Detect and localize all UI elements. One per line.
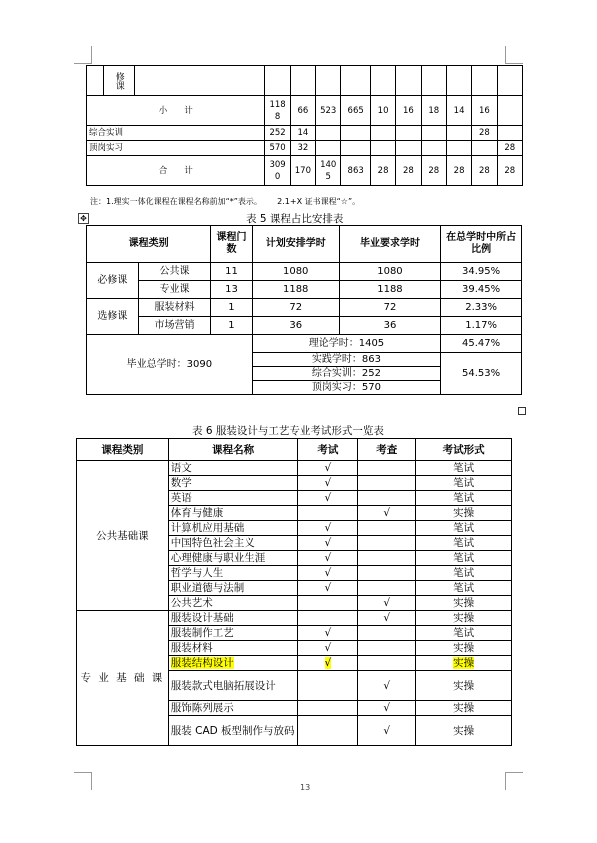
exam-mark-text: √ bbox=[324, 642, 332, 654]
course-name bbox=[168, 581, 298, 596]
exam-mark bbox=[298, 476, 358, 491]
check-mark-text: √ bbox=[383, 507, 391, 519]
table-cell: 理论学时：1405 bbox=[252, 335, 441, 353]
course-name bbox=[168, 611, 298, 626]
table-cell: 34.95% bbox=[441, 263, 522, 281]
course-name bbox=[168, 671, 298, 701]
exam-form bbox=[416, 641, 512, 656]
exam-form bbox=[416, 521, 512, 536]
table-cell: 11 bbox=[211, 263, 252, 281]
table-note: 注：1.理实一体化课程在课程名称前加“*”表示。 2.1+X 证书课程“☆”。 bbox=[90, 197, 361, 206]
table-cell: 66 bbox=[290, 96, 315, 126]
check-mark bbox=[358, 476, 416, 491]
table-row bbox=[77, 461, 512, 476]
exam-mark-text: √ bbox=[324, 477, 332, 489]
check-mark bbox=[358, 521, 416, 536]
exam-mark bbox=[298, 701, 358, 716]
exam-mark bbox=[298, 536, 358, 551]
table-cell: 1405 bbox=[316, 156, 341, 186]
table-cell bbox=[421, 141, 446, 156]
exam-mark bbox=[298, 506, 358, 521]
table-cell: 1080 bbox=[339, 263, 441, 281]
course-name bbox=[168, 566, 298, 581]
table-cell bbox=[370, 141, 395, 156]
table-cell: 公共课 bbox=[138, 263, 211, 281]
table-cell bbox=[396, 141, 421, 156]
crop-mark bbox=[505, 772, 507, 790]
exam-form bbox=[416, 476, 512, 491]
table-cell: 36 bbox=[252, 317, 339, 335]
table-cell bbox=[421, 126, 446, 141]
exam-mark-text: √ bbox=[324, 522, 332, 534]
exam-mark bbox=[298, 521, 358, 536]
course-name-text: 服装 CAD 板型制作与放码 bbox=[170, 724, 295, 737]
exam-form-text: 笔试 bbox=[453, 552, 475, 564]
table-cell: 28 bbox=[497, 156, 522, 186]
table-cell: 2.33% bbox=[441, 299, 522, 317]
check-mark bbox=[358, 491, 416, 506]
exam-form-table bbox=[76, 438, 512, 746]
table-cell: 专业课 bbox=[138, 281, 211, 299]
exam-form-text: 实操 bbox=[453, 597, 475, 609]
exam-mark bbox=[298, 716, 358, 746]
table-cell: 实践学时：863 bbox=[252, 353, 441, 367]
course-name bbox=[168, 491, 298, 506]
table-cell: 1.17% bbox=[441, 317, 522, 335]
exam-form-text: 笔试 bbox=[453, 492, 475, 504]
exam-form bbox=[416, 566, 512, 581]
exam-form bbox=[416, 656, 512, 671]
table-cell: 863 bbox=[341, 156, 371, 186]
table-cell: 14 bbox=[446, 96, 471, 126]
course-name bbox=[168, 701, 298, 716]
table-row bbox=[87, 317, 522, 335]
course-name-text: 服装结构设计 bbox=[170, 657, 234, 669]
check-mark bbox=[358, 716, 416, 746]
exam-form-text: 实操 bbox=[453, 702, 475, 714]
exam-mark bbox=[298, 491, 358, 506]
group-label: 公共基础课 bbox=[77, 461, 169, 611]
exam-mark bbox=[298, 566, 358, 581]
row-label: 顶岗实习 bbox=[87, 141, 265, 156]
table-cell: 252 bbox=[265, 126, 290, 141]
table-cell: 28 bbox=[421, 156, 446, 186]
table-cell: 10 bbox=[370, 96, 395, 126]
exam-form-text: 实操 bbox=[453, 642, 475, 654]
course-name-text: 哲学与人生 bbox=[170, 567, 224, 579]
exam-form bbox=[416, 581, 512, 596]
exam-form bbox=[416, 536, 512, 551]
course-name bbox=[168, 596, 298, 611]
table-row bbox=[87, 126, 523, 141]
course-name bbox=[168, 506, 298, 521]
exam-mark-text: √ bbox=[324, 462, 332, 474]
page-number: 13 bbox=[300, 783, 311, 792]
table-cell: 28 bbox=[472, 156, 497, 186]
exam-mark bbox=[298, 611, 358, 626]
exam-form bbox=[416, 626, 512, 641]
course-name-text: 中国特色社会主义 bbox=[170, 537, 255, 549]
table-resize-handle[interactable] bbox=[518, 407, 526, 415]
check-mark bbox=[358, 641, 416, 656]
table-cell: 28 bbox=[396, 156, 421, 186]
exam-mark bbox=[298, 656, 358, 671]
course-name-text: 计算机应用基础 bbox=[170, 522, 245, 534]
table-cell: 顶岗实习：570 bbox=[252, 381, 441, 395]
exam-mark bbox=[298, 671, 358, 701]
crop-mark bbox=[74, 772, 92, 774]
exam-form-text: 实操 bbox=[453, 679, 475, 692]
column-header: 毕业要求学时 bbox=[339, 226, 441, 263]
table-cell: 16 bbox=[396, 96, 421, 126]
table-cell: 14 bbox=[290, 126, 315, 141]
check-mark-text: √ bbox=[383, 724, 391, 737]
course-name-text: 服饰陈列展示 bbox=[170, 702, 234, 714]
table-cell: 1 bbox=[211, 317, 252, 335]
check-mark-text: √ bbox=[383, 679, 391, 692]
exam-mark bbox=[298, 641, 358, 656]
table-row bbox=[87, 263, 522, 281]
course-name bbox=[168, 521, 298, 536]
table-row bbox=[87, 299, 522, 317]
exam-mark-text: √ bbox=[324, 582, 332, 594]
table-cell: 16 bbox=[472, 96, 497, 126]
check-mark-text: √ bbox=[383, 702, 391, 714]
course-hours-table-continuation bbox=[86, 65, 523, 186]
exam-mark bbox=[298, 551, 358, 566]
table-cell: 1 bbox=[211, 299, 252, 317]
course-name bbox=[168, 536, 298, 551]
table-cell: 市场营销 bbox=[138, 317, 211, 335]
table-cell: 39.45% bbox=[441, 281, 522, 299]
group-label: 专 业 基 础 课 bbox=[77, 611, 169, 746]
check-mark bbox=[358, 506, 416, 521]
table-cell: 28 bbox=[370, 156, 395, 186]
table-cell: 13 bbox=[211, 281, 252, 299]
course-name-text: 公共艺术 bbox=[170, 597, 213, 609]
table-cell: 28 bbox=[497, 141, 522, 156]
check-mark bbox=[358, 551, 416, 566]
column-header: 考查 bbox=[358, 439, 416, 461]
column-header: 在总学时中所占比例 bbox=[441, 226, 522, 263]
exam-form-text: 笔试 bbox=[453, 522, 475, 534]
group-label: 必修课 bbox=[87, 263, 139, 299]
table-cell: 1188 bbox=[265, 96, 290, 126]
table-cell bbox=[341, 141, 371, 156]
check-mark bbox=[358, 536, 416, 551]
table-cell bbox=[341, 126, 371, 141]
column-header: 课程类别 bbox=[77, 439, 169, 461]
column-header: 课程名称 bbox=[168, 439, 298, 461]
course-name bbox=[168, 641, 298, 656]
table-cell: 32 bbox=[290, 141, 315, 156]
table-cell bbox=[497, 96, 522, 126]
exam-mark bbox=[298, 461, 358, 476]
row-label: 小 计 bbox=[87, 96, 265, 126]
course-name bbox=[168, 476, 298, 491]
vertical-label: 修课 bbox=[103, 66, 134, 96]
exam-mark-text: √ bbox=[324, 627, 332, 639]
course-ratio-table bbox=[86, 225, 522, 395]
check-mark bbox=[358, 581, 416, 596]
exam-form bbox=[416, 716, 512, 746]
table-cell: 523 bbox=[316, 96, 341, 126]
row-label: 合 计 bbox=[87, 156, 265, 186]
total-hours: 毕业总学时：3090 bbox=[87, 335, 253, 395]
table-cell: 72 bbox=[339, 299, 441, 317]
exam-form-text: 笔试 bbox=[453, 537, 475, 549]
exam-form bbox=[416, 491, 512, 506]
exam-form-text: 笔试 bbox=[453, 477, 475, 489]
table-row bbox=[87, 281, 522, 299]
table-header-row bbox=[77, 439, 512, 461]
exam-form bbox=[416, 596, 512, 611]
table-cell: 28 bbox=[446, 156, 471, 186]
exam-mark bbox=[298, 596, 358, 611]
crop-mark bbox=[505, 772, 523, 774]
exam-form bbox=[416, 506, 512, 521]
check-mark-text: √ bbox=[383, 612, 391, 624]
check-mark bbox=[358, 656, 416, 671]
table-row bbox=[87, 335, 522, 353]
column-header: 计划安排学时 bbox=[252, 226, 339, 263]
exam-form-text: 实操 bbox=[453, 657, 475, 669]
table-cell bbox=[472, 141, 497, 156]
table-cell: 54.53% bbox=[441, 353, 522, 395]
check-mark bbox=[358, 701, 416, 716]
exam-form bbox=[416, 611, 512, 626]
course-name-text: 服装制作工艺 bbox=[170, 627, 234, 639]
course-name bbox=[168, 626, 298, 641]
table-cell: 36 bbox=[339, 317, 441, 335]
exam-mark-text: √ bbox=[324, 657, 332, 669]
exam-mark-text: √ bbox=[324, 492, 332, 504]
exam-form bbox=[416, 551, 512, 566]
course-name bbox=[168, 551, 298, 566]
table-cell: 28 bbox=[472, 126, 497, 141]
table-cell bbox=[396, 126, 421, 141]
exam-form-text: 实操 bbox=[453, 612, 475, 624]
course-name-text: 心理健康与职业生涯 bbox=[170, 552, 266, 564]
check-mark bbox=[358, 611, 416, 626]
course-name-text: 服装材料 bbox=[170, 642, 213, 654]
table-cell bbox=[316, 141, 341, 156]
table-cell: 570 bbox=[265, 141, 290, 156]
table5-caption: 表 5 课程占比安排表 bbox=[246, 213, 344, 225]
crop-mark bbox=[91, 46, 93, 64]
course-name-text: 数学 bbox=[170, 477, 192, 489]
table-cell: 1080 bbox=[252, 263, 339, 281]
check-mark bbox=[358, 461, 416, 476]
check-mark bbox=[358, 626, 416, 641]
exam-form-text: 笔试 bbox=[453, 582, 475, 594]
exam-form bbox=[416, 671, 512, 701]
course-name bbox=[168, 461, 298, 476]
table-cell: 18 bbox=[421, 96, 446, 126]
column-header: 课程类别 bbox=[87, 226, 211, 263]
column-header: 课程门数 bbox=[211, 226, 252, 263]
course-name-text: 语文 bbox=[170, 462, 192, 474]
exam-mark bbox=[298, 626, 358, 641]
table-row bbox=[87, 156, 523, 186]
table-cell: 服装材料 bbox=[138, 299, 211, 317]
exam-mark-text: √ bbox=[324, 552, 332, 564]
course-name-text: 服装款式电脑拓展设计 bbox=[170, 679, 276, 692]
check-mark bbox=[358, 566, 416, 581]
check-mark bbox=[358, 671, 416, 701]
exam-mark-text: √ bbox=[324, 537, 332, 549]
table-cell: 45.47% bbox=[441, 335, 522, 353]
table-row bbox=[77, 611, 512, 626]
row-label: 综合实训 bbox=[87, 126, 265, 141]
exam-form-text: 实操 bbox=[453, 724, 475, 737]
column-header: 考试形式 bbox=[416, 439, 512, 461]
table-cell: 665 bbox=[341, 96, 371, 126]
table-cell: 1188 bbox=[339, 281, 441, 299]
table-cell: 170 bbox=[290, 156, 315, 186]
table-cell: 3090 bbox=[265, 156, 290, 186]
exam-form-text: 笔试 bbox=[453, 627, 475, 639]
group-label: 选修课 bbox=[87, 299, 139, 335]
exam-form bbox=[416, 701, 512, 716]
table-row bbox=[87, 96, 523, 126]
crop-mark bbox=[505, 46, 507, 64]
course-name-text: 英语 bbox=[170, 492, 192, 504]
table-cell bbox=[316, 126, 341, 141]
exam-form-text: 笔试 bbox=[453, 462, 475, 474]
table-header-row bbox=[87, 226, 522, 263]
table-row bbox=[87, 141, 523, 156]
table-cell bbox=[497, 126, 522, 141]
check-mark bbox=[358, 596, 416, 611]
column-header: 考试 bbox=[298, 439, 358, 461]
course-name-text: 体育与健康 bbox=[170, 507, 224, 519]
table-cell bbox=[446, 126, 471, 141]
exam-mark bbox=[298, 581, 358, 596]
course-name bbox=[168, 656, 298, 671]
exam-form-text: 实操 bbox=[453, 507, 475, 519]
table-cell: 1188 bbox=[252, 281, 339, 299]
course-name-text: 服装设计基础 bbox=[170, 612, 234, 624]
table-cell bbox=[370, 126, 395, 141]
course-name-text: 职业道德与法制 bbox=[170, 582, 245, 594]
table-cell: 综合实训：252 bbox=[252, 367, 441, 381]
crop-mark bbox=[91, 772, 93, 790]
table-row bbox=[87, 66, 523, 96]
check-mark-text: √ bbox=[383, 597, 391, 609]
course-name bbox=[168, 716, 298, 746]
table-move-handle-icon[interactable]: ✥ bbox=[78, 213, 89, 224]
table-cell: 72 bbox=[252, 299, 339, 317]
table6-caption: 表 6 服装设计与工艺专业考试形式一览表 bbox=[192, 425, 384, 437]
exam-form bbox=[416, 461, 512, 476]
exam-mark-text: √ bbox=[324, 567, 332, 579]
exam-form-text: 笔试 bbox=[453, 567, 475, 579]
table-cell bbox=[446, 141, 471, 156]
